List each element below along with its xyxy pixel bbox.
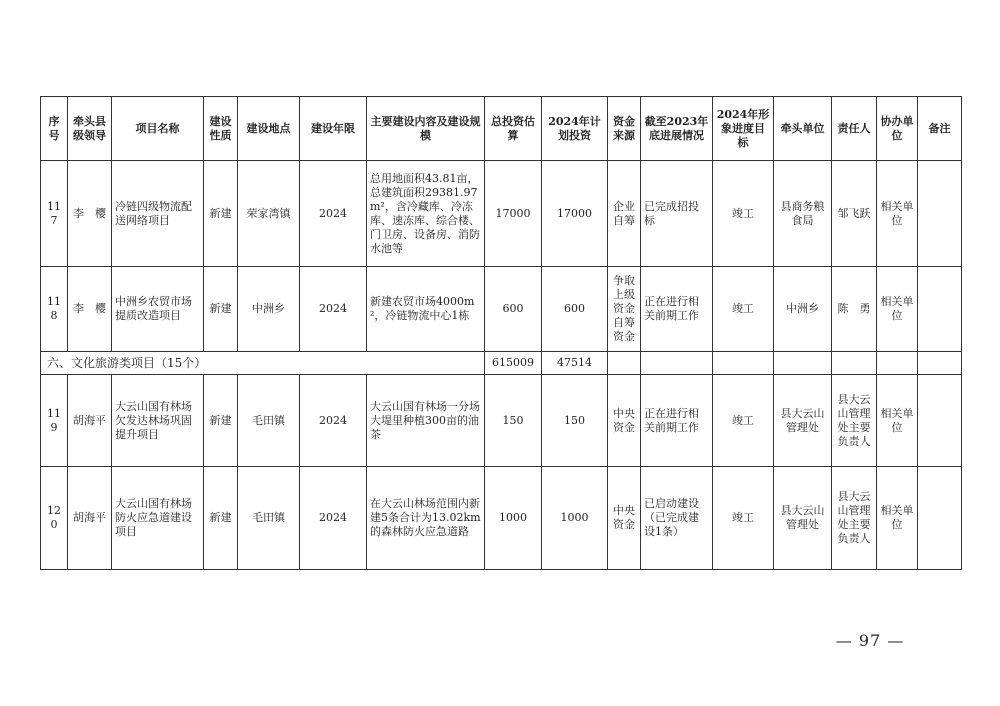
cell-name: 大云山国有林场防火应急道建设项目	[112, 467, 204, 570]
section-row	[41, 352, 962, 375]
cell-note	[918, 375, 962, 467]
cell-name: 冷链四级物流配送网络项目	[112, 161, 204, 267]
cell-nature: 新建	[204, 161, 238, 267]
header-assist: 协办单位	[877, 97, 918, 161]
cell-years: 2024	[300, 161, 367, 267]
cell-person: 邹飞跃	[832, 161, 877, 267]
cell-nature: 新建	[204, 467, 238, 570]
cell-unit: 县大云山管理处	[774, 375, 832, 467]
header-fund: 资金来源	[608, 97, 641, 161]
cell-assist: 相关单位	[877, 161, 918, 267]
cell-plan: 150	[542, 375, 608, 467]
cell-name: 中洲乡农贸市场提质改造项目	[112, 267, 204, 352]
cell-location: 毛田镇	[238, 375, 300, 467]
cell-fund: 中央资金	[608, 467, 641, 570]
cell-fund: 中央资金	[608, 375, 641, 467]
cell-name: 大云山国有林场欠发达林场巩固提升项目	[112, 375, 204, 467]
cell-nature: 新建	[204, 267, 238, 352]
cell-progress: 已启动建设（已完成建设1条）	[641, 467, 713, 570]
cell-unit: 县商务粮食局	[774, 161, 832, 267]
header-row	[41, 97, 962, 161]
cell-unit: 中洲乡	[774, 267, 832, 352]
cell-content: 在大云山林场范围内新建5条合计为13.02km的森林防火应急道路	[367, 467, 485, 570]
table-row	[41, 375, 962, 467]
header-note: 备注	[918, 97, 962, 161]
cell-assist: 相关单位	[877, 467, 918, 570]
table-row	[41, 467, 962, 570]
cell-total: 17000	[485, 161, 542, 267]
header-progress: 截至2023年底进展情况	[641, 97, 713, 161]
header-total: 总投资估算	[485, 97, 542, 161]
header-years: 建设年限	[300, 97, 367, 161]
cell-assist: 相关单位	[877, 375, 918, 467]
project-table	[40, 96, 962, 570]
cell-target: 竣工	[713, 375, 774, 467]
header-unit: 牵头单位	[774, 97, 832, 161]
cell-person: 县大云山管理处主要负责人	[832, 467, 877, 570]
cell-plan: 600	[542, 267, 608, 352]
cell-content: 新建农贸市场4000m²，冷链物流中心1栋	[367, 267, 485, 352]
cell-unit: 县大云山管理处	[774, 467, 832, 570]
cell-content: 大云山国有林场一分场大堤里种植300亩的油茶	[367, 375, 485, 467]
header-no: 序号	[41, 97, 68, 161]
table-row	[41, 161, 962, 267]
cell-note	[918, 161, 962, 267]
header-leader: 牵头县级领导	[68, 97, 112, 161]
section-empty	[641, 352, 713, 375]
cell-progress: 正在进行相关前期工作	[641, 267, 713, 352]
header-content: 主要建设内容及建设规模	[367, 97, 485, 161]
cell-years: 2024	[300, 267, 367, 352]
cell-plan: 17000	[542, 161, 608, 267]
section-title: 六、文化旅游类项目（15个）	[41, 352, 485, 375]
cell-no: 120	[41, 467, 68, 570]
header-target: 2024年形象进度目标	[713, 97, 774, 161]
table-row	[41, 267, 962, 352]
cell-assist: 相关单位	[877, 267, 918, 352]
cell-location: 毛田镇	[238, 467, 300, 570]
cell-location: 中洲乡	[238, 267, 300, 352]
cell-person: 县大云山管理处主要负责人	[832, 375, 877, 467]
section-empty	[713, 352, 774, 375]
header-location: 建设地点	[238, 97, 300, 161]
cell-target: 竣工	[713, 161, 774, 267]
cell-no: 117	[41, 161, 68, 267]
cell-no: 118	[41, 267, 68, 352]
section-plan: 47514	[542, 352, 608, 375]
section-total: 615009	[485, 352, 542, 375]
cell-years: 2024	[300, 467, 367, 570]
cell-target: 竣工	[713, 267, 774, 352]
cell-target: 竣工	[713, 467, 774, 570]
page-number: — 97 —	[835, 631, 905, 650]
header-nature: 建设性质	[204, 97, 238, 161]
cell-nature: 新建	[204, 375, 238, 467]
cell-plan: 1000	[542, 467, 608, 570]
cell-location: 荣家湾镇	[238, 161, 300, 267]
cell-note	[918, 267, 962, 352]
header-person: 责任人	[832, 97, 877, 161]
cell-total: 1000	[485, 467, 542, 570]
header-plan: 2024年计划投资	[542, 97, 608, 161]
cell-progress: 已完成招投标	[641, 161, 713, 267]
cell-fund: 企业自筹	[608, 161, 641, 267]
cell-content: 总用地面积43.81亩，总建筑面积29381.97m²，含冷藏库、冷冻库、速冻库、综合楼、门卫房、设备房、消防水池等	[367, 161, 485, 267]
cell-progress: 正在进行相关前期工作	[641, 375, 713, 467]
section-empty	[832, 352, 877, 375]
cell-leader: 胡海平	[68, 467, 112, 570]
cell-total: 150	[485, 375, 542, 467]
section-empty	[608, 352, 641, 375]
cell-leader: 胡海平	[68, 375, 112, 467]
cell-years: 2024	[300, 375, 367, 467]
cell-leader: 李 樱	[68, 267, 112, 352]
cell-total: 600	[485, 267, 542, 352]
header-name: 项目名称	[112, 97, 204, 161]
cell-no: 119	[41, 375, 68, 467]
section-empty	[877, 352, 918, 375]
section-empty	[918, 352, 962, 375]
cell-note	[918, 467, 962, 570]
cell-leader: 李 樱	[68, 161, 112, 267]
section-empty	[774, 352, 832, 375]
cell-fund: 争取上级资金自筹资金	[608, 267, 641, 352]
cell-person: 陈 勇	[832, 267, 877, 352]
